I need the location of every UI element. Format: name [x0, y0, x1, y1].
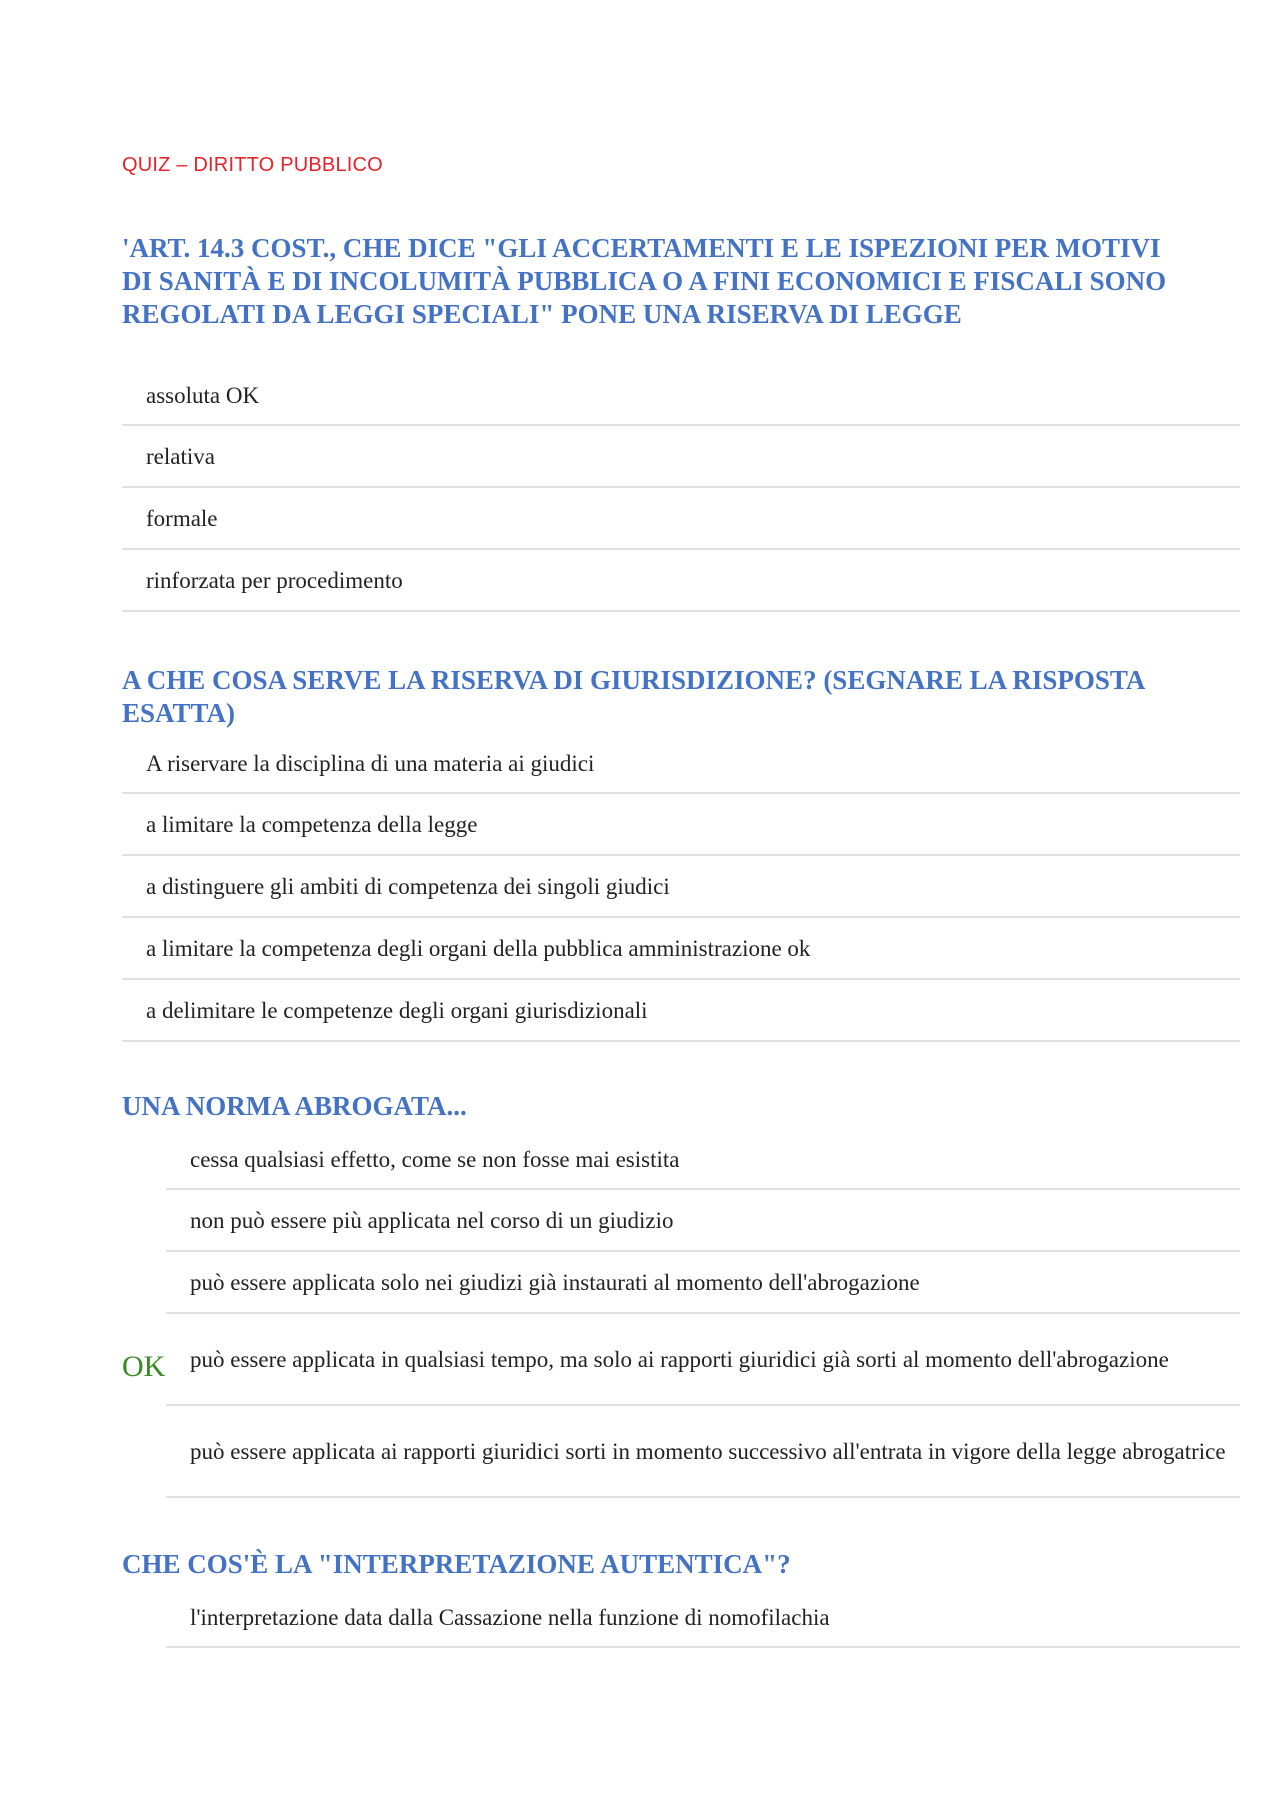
- answer-option: [122, 366, 1240, 426]
- question-2-answers: [122, 734, 1240, 1042]
- answer-option: [166, 1588, 1240, 1648]
- answer-option: [166, 1252, 1240, 1314]
- document-title: QUIZ – DIRITTO PUBBLICO: [122, 154, 383, 176]
- question-3-answers: [166, 1130, 1240, 1498]
- question-4-heading: CHE COS'È LA "INTERPRETAZIONE AUTENTICA"?: [122, 1549, 791, 1579]
- answer-option: [166, 1130, 1240, 1190]
- answer-option: [122, 918, 1240, 980]
- answer-text: l'interpretazione data dalla Cassazione nella funzione di nomofilachia: [190, 1604, 830, 1630]
- answer-option: [122, 550, 1240, 612]
- answer-option: [122, 856, 1240, 918]
- answer-text: formale: [146, 505, 218, 531]
- answer-option: [122, 734, 1240, 794]
- answer-text: assoluta OK: [146, 382, 260, 408]
- answer-option: [166, 1314, 1240, 1406]
- answer-text: rinforzata per procedimento: [146, 567, 403, 593]
- answer-option: [122, 980, 1240, 1042]
- answer-text: a distinguere gli ambiti di competenza dei singoli giudici: [146, 873, 670, 899]
- question-1-answers: [122, 366, 1240, 612]
- answer-text: A riservare la disciplina di una materia ai giudici: [146, 750, 595, 776]
- answer-text: a limitare la competenza degli organi della pubblica amministrazione ok: [146, 935, 811, 961]
- answer-option: [122, 794, 1240, 856]
- answer-option: [166, 1190, 1240, 1252]
- answer-text: a limitare la competenza della legge: [146, 811, 478, 837]
- answer-option: [122, 488, 1240, 550]
- question-2-heading: A CHE COSA SERVE LA RISERVA DI GIURISDIZIONE? (SEGNARE LA RISPOSTA ESATTA): [122, 665, 1144, 728]
- answer-text: a delimitare le competenze degli organi giurisdizionali: [146, 997, 648, 1023]
- answer-text: può essere applicata in qualsiasi tempo, ma solo ai rapporti giuridici già sorti al momento dell'abrogazione: [190, 1346, 1169, 1372]
- answer-text: relativa: [146, 443, 215, 469]
- answer-option: [166, 1406, 1240, 1498]
- answer-text: cessa qualsiasi effetto, come se non fosse mai esistita: [190, 1146, 680, 1172]
- question-1-heading: 'ART. 14.3 COST., CHE DICE "GLI ACCERTAMENTI E LE ISPEZIONI PER MOTIVI DI SANITÀ E DI INCOLUMITÀ PUBBLICA O A FINI ECONOMICI E FISCALI SONO REGOLATI DA LEGGI SPECIALI" PONE UNA RISERVA DI LEGGE: [122, 233, 1167, 329]
- ok-mark: OK: [122, 1350, 166, 1383]
- answer-text: può essere applicata solo nei giudizi già instaurati al momento dell'abrogazione: [190, 1269, 920, 1295]
- question-4-answers: [166, 1588, 1240, 1648]
- answer-text: non può essere più applicata nel corso di un giudizio: [190, 1207, 674, 1233]
- answer-text: può essere applicata ai rapporti giuridici sorti in momento successivo all'entrata in vigore della legge abrogatrice: [190, 1438, 1226, 1464]
- answer-option: [122, 426, 1240, 488]
- question-3-heading: UNA NORMA ABROGATA...: [122, 1091, 467, 1121]
